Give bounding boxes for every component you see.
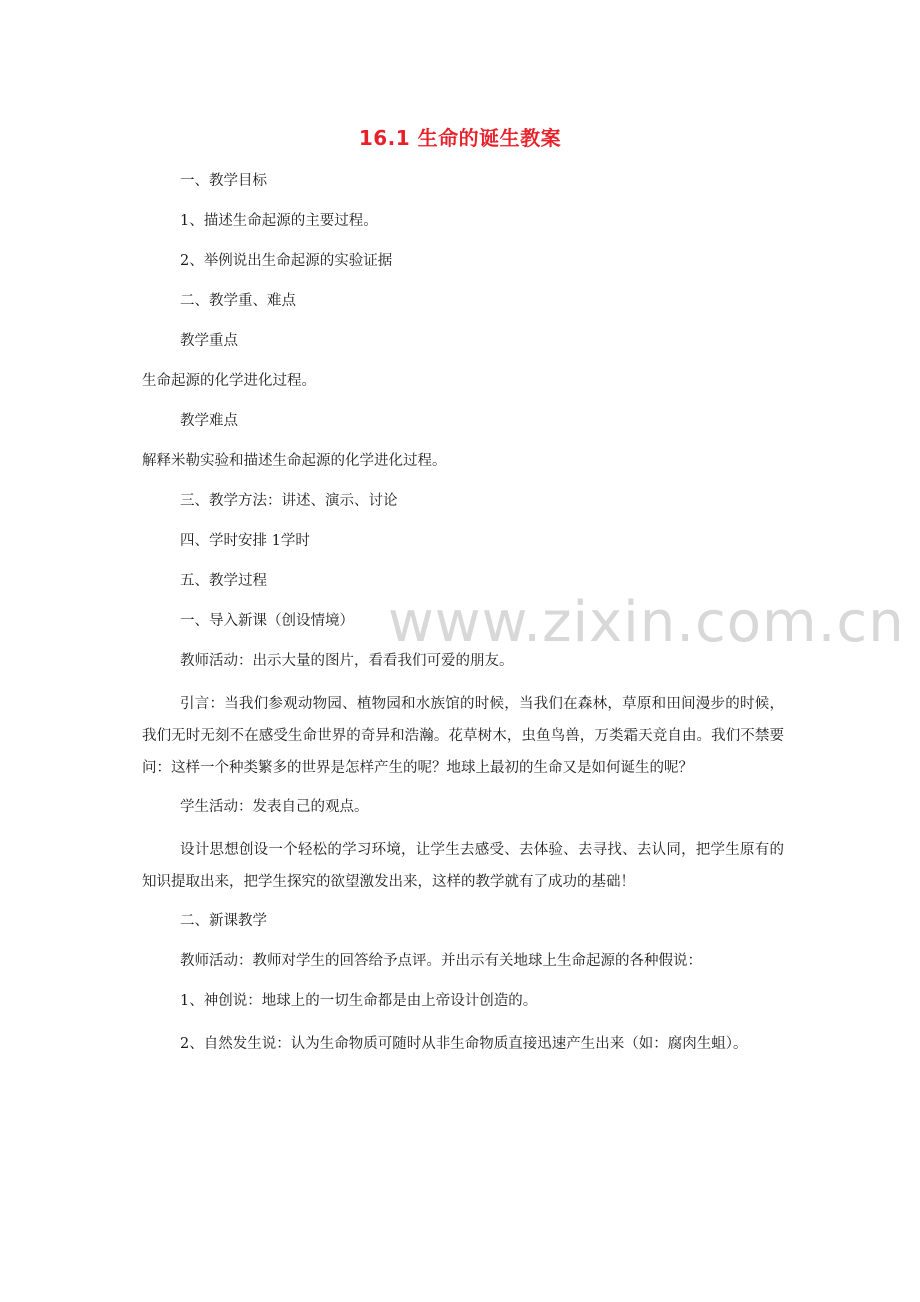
student-activity: 学生活动：发表自己的观点。 (180, 799, 369, 815)
design-paragraph: 设计思想创设一个轻松的学习环境，让学生去感受、去体验、去寻找、去认同，把学生原有的知识提取出来，把学生探究的欲望激发出来，这样的教学就有了成功的基础！ (142, 842, 784, 890)
teacher-activity-2: 教师活动：教师对学生的回答给予点评。并出示有关地球上生命起源的各种假说： (180, 953, 702, 969)
heading-key-points: 二、教学重、难点 (180, 293, 296, 309)
teacher-activity-1: 教师活动：出示大量的图片，看看我们可爱的朋友。 (180, 653, 514, 669)
difficulty-text: 解释米勒实验和描述生命起源的化学进化过程。 (142, 453, 447, 469)
section-intro: 一、导入新课（创设情境） (180, 613, 354, 629)
page-title: 16.1 生命的诞生教案 (358, 126, 562, 150)
heading-methods: 三、教学方法：讲述、演示、讨论 (180, 493, 398, 509)
objective-2: 2、举例说出生命起源的实验证据 (180, 253, 393, 269)
objective-1: 1、描述生命起源的主要过程。 (180, 213, 378, 229)
key-point-text: 生命起源的化学进化过程。 (142, 373, 316, 389)
document-body (142, 168, 784, 1070)
watermark: www.zixin.com.cn (388, 590, 905, 655)
hypothesis-2: 2、自然发生说：认为生命物质可随时从非生命物质直接迅速产生出来（如：腐肉生蛆）。 (180, 1036, 748, 1052)
hypothesis-1: 1、神创说：地球上的一切生命都是由上帝设计创造的。 (180, 993, 538, 1009)
heading-schedule: 四、学时安排 1学时 (180, 533, 310, 549)
subheading-key: 教学重点 (180, 333, 238, 349)
heading-objectives: 一、教学目标 (180, 173, 267, 189)
intro-paragraph: 引言：当我们参观动物园、植物园和水族馆的时候，当我们在森林，草原和田间漫步的时候，我们无时无刻不在感受生命世界的奇异和浩瀚。花草树木，虫鱼鸟兽，万类霜天竞自由。我们不禁要问：这样一个种类繁多的世界是怎样产生的呢？地球上最初的生命又是如何诞生的呢？ (142, 696, 784, 776)
subheading-difficulty: 教学难点 (180, 413, 238, 429)
section-new-lesson: 二、新课教学 (180, 913, 267, 929)
heading-process: 五、教学过程 (180, 573, 267, 589)
